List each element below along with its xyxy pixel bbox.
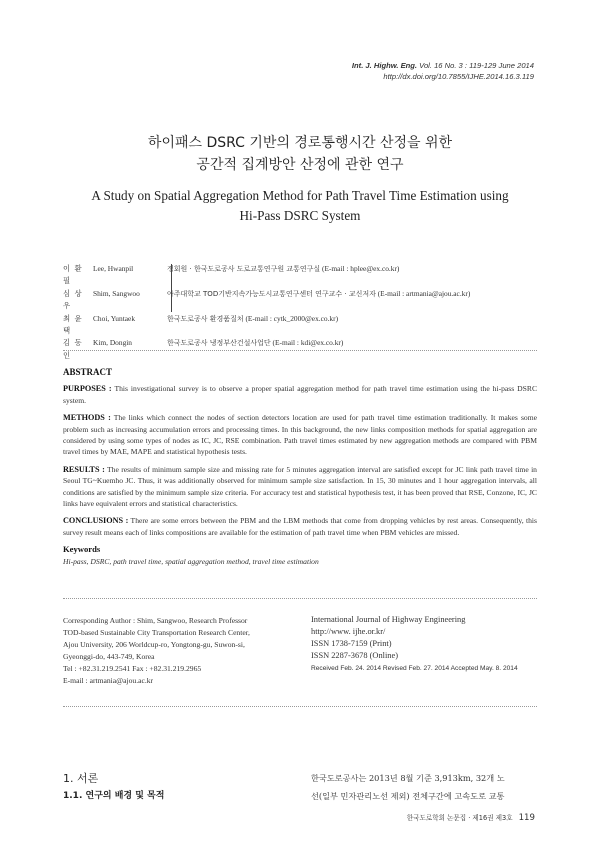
section-headings [63,770,164,805]
journal-header [352,60,534,82]
section-1-heading: 1. 서론 [63,772,99,785]
abstract-conclusions [63,515,537,538]
affiliation-korean: 한국도로공사 냉정부산건설사업단 [167,339,271,348]
abstract-purposes [63,383,537,406]
author-row [63,263,543,288]
affiliation-email: (E-mail : artmania@ajou.ac.kr) [375,288,471,298]
author-name-english: Kim, Dongin [93,338,133,348]
dotted-divider-bottom [63,598,537,599]
journal-info [311,614,551,675]
purposes-text: This investigational survey is to observe a proper spatial aggregation method for path travel time estimation using the hi-pass DSRC system. [63,384,538,405]
doi-link[interactable]: http://dx.doi.org/10.7855/IJHE.2014.16.3.119 [383,72,534,81]
english-title-line-1: A Study on Spatial Aggregation Method for Path Travel Time Estimation using [91,188,509,203]
journal-abbrev: Int. J. Highw. Eng. [351,61,418,70]
issn-online: ISSN 2287-3678 (Online) [311,651,399,660]
korean-title-line-1: 하이패스 DSRC 기반의 경로통행시간 산정을 위한 [147,135,453,151]
author-list [63,263,543,362]
corr-line: TOD-based Sustainable City Transportation Research Center, [63,628,250,637]
affiliation-korean: 아주대학교 TOD기반지속가능도시교통연구센터 연구교수 · 교신저자 [167,289,376,298]
corresponding-author-info [63,615,293,687]
purposes-label: PURPOSES : [63,384,112,394]
body-text [311,770,537,805]
abstract-section [63,367,537,567]
affiliation-email: (E-mail : cytk_2000@ex.co.kr) [243,313,339,323]
keywords-text: Hi-pass, DSRC, path travel time, spatial aggregation method, travel time estimation [63,556,319,566]
affiliation-korean: 한국도로공사 환경품질처 [167,314,244,323]
author-name-english: Lee, Hwanpil [93,264,134,273]
author-row [63,313,543,338]
conclusions-label: CONCLUSIONS : [63,516,129,526]
conclusions-text: There are some errors between the PBM and the LBM methods that come from dropping vehicles by rest areas. Consequently, this survey result means each of links compositions are available for the estimation of path travel time when PBM vehicles are missed. [63,516,537,537]
english-title-line-2: Hi-Pass DSRC System [239,208,361,223]
corr-email: E-mail : artmania@ajou.ac.kr [63,676,154,685]
keywords-heading: Keywords [63,544,101,555]
abstract-methods [63,412,537,458]
section-1-1-heading: 1.1. 연구의 배경 및 목적 [63,791,165,801]
abstract-results [63,464,537,510]
english-title [0,186,600,226]
author-name-korean: 심 상 우 [63,288,83,311]
author-name-english: Choi, Yuntaek [93,313,136,323]
page-number: 119 [518,813,535,823]
author-divider [171,264,172,312]
results-label: RESULTS : [63,464,105,474]
author-name-korean: 최 윤 택 [63,313,83,336]
journal-issue: Vol. 16 No. 3 : 119-129 June 2014 [419,61,534,70]
author-affiliation [167,313,543,338]
methods-label: METHODS : [63,413,111,423]
author-affiliation [167,288,543,313]
author-name-korean: 이 환 필 [63,264,83,286]
affiliation-korean: 정회원 · 한국도로공사 도로교통연구원 교통연구실 [167,265,321,273]
received-dates: Received Feb. 24. 2014 Revised Feb. 27. 2014 Accepted May. 8. 2014 [311,665,518,672]
journal-name: International Journal of Highway Engineering [311,615,466,624]
footer-journal: 한국도로학회 논문집 · 제16권 제3호 [406,814,513,822]
dotted-divider-top [63,350,537,351]
corr-line: Corresponding Author : Shim, Sangwoo, Research Professor [63,616,248,625]
affiliation-email: (E-mail : kdi@ex.co.kr) [270,338,344,348]
author-row [63,288,543,313]
affiliation-email: (E-mail : hplee@ex.co.kr) [320,264,400,273]
corr-line: Ajou University, 206 Worldcup-ro, Yongtong-gu, Suwon-si, [63,640,245,649]
korean-title [0,132,600,176]
abstract-heading: ABSTRACT [63,367,113,377]
author-name-english: Shim, Sangwoo [93,288,140,298]
dotted-divider-section [63,706,537,707]
author-affiliation [167,263,543,288]
methods-text: The links which connect the nodes of section detectors location are used for path travel time estimation traditionally. It makes some problem such as increasing accumulation errors and processing times. In this background, the new links composition methods for spatial aggregation are considered by using some types of nodes as IC, JC, RSE combination. Path travel times estimated by new aggregation methods are compared with PBM travel times by MAE, MAPE and statistical hypothesis tests. [63,413,537,457]
corr-line: Tel : +82.31.219.2541 Fax : +82.31.219.2965 [63,664,202,673]
journal-url[interactable]: http://www. ijhe.or.kr/ [311,627,386,636]
body-line: 선(일부 민자관리노선 제외) 전체구간에 고속도로 교통 [311,790,505,801]
results-text: The results of minimum sample size and missing rate for 5 minutes aggregation interval are satisfied except for JC link path travel time in Seoul TG~Kuemho JC. Thus, it was additionally observed for minimum sample size satisfaction. In 15, 30 minutes and 1 hour aggregation intervals, all conditions are satisfied by the minimum sample size criteria. For accuracy test and statistical hypothesis test, it has been proved that RSE, Conzone, IC, JC links have equivalent errors and statistical characteristics. [63,464,537,509]
korean-title-line-2: 공간적 집계방안 산정에 관한 연구 [196,157,404,173]
author-name-korean: 김 동 인 [63,338,83,360]
issn-print: ISSN 1738-7159 (Print) [311,639,392,648]
body-line: 한국도로공사는 2013년 8월 기준 3,913km, 32개 노 [311,773,505,783]
page-footer [407,812,535,823]
corr-line: Gyeonggi-do, 443-749, Korea [63,652,155,661]
